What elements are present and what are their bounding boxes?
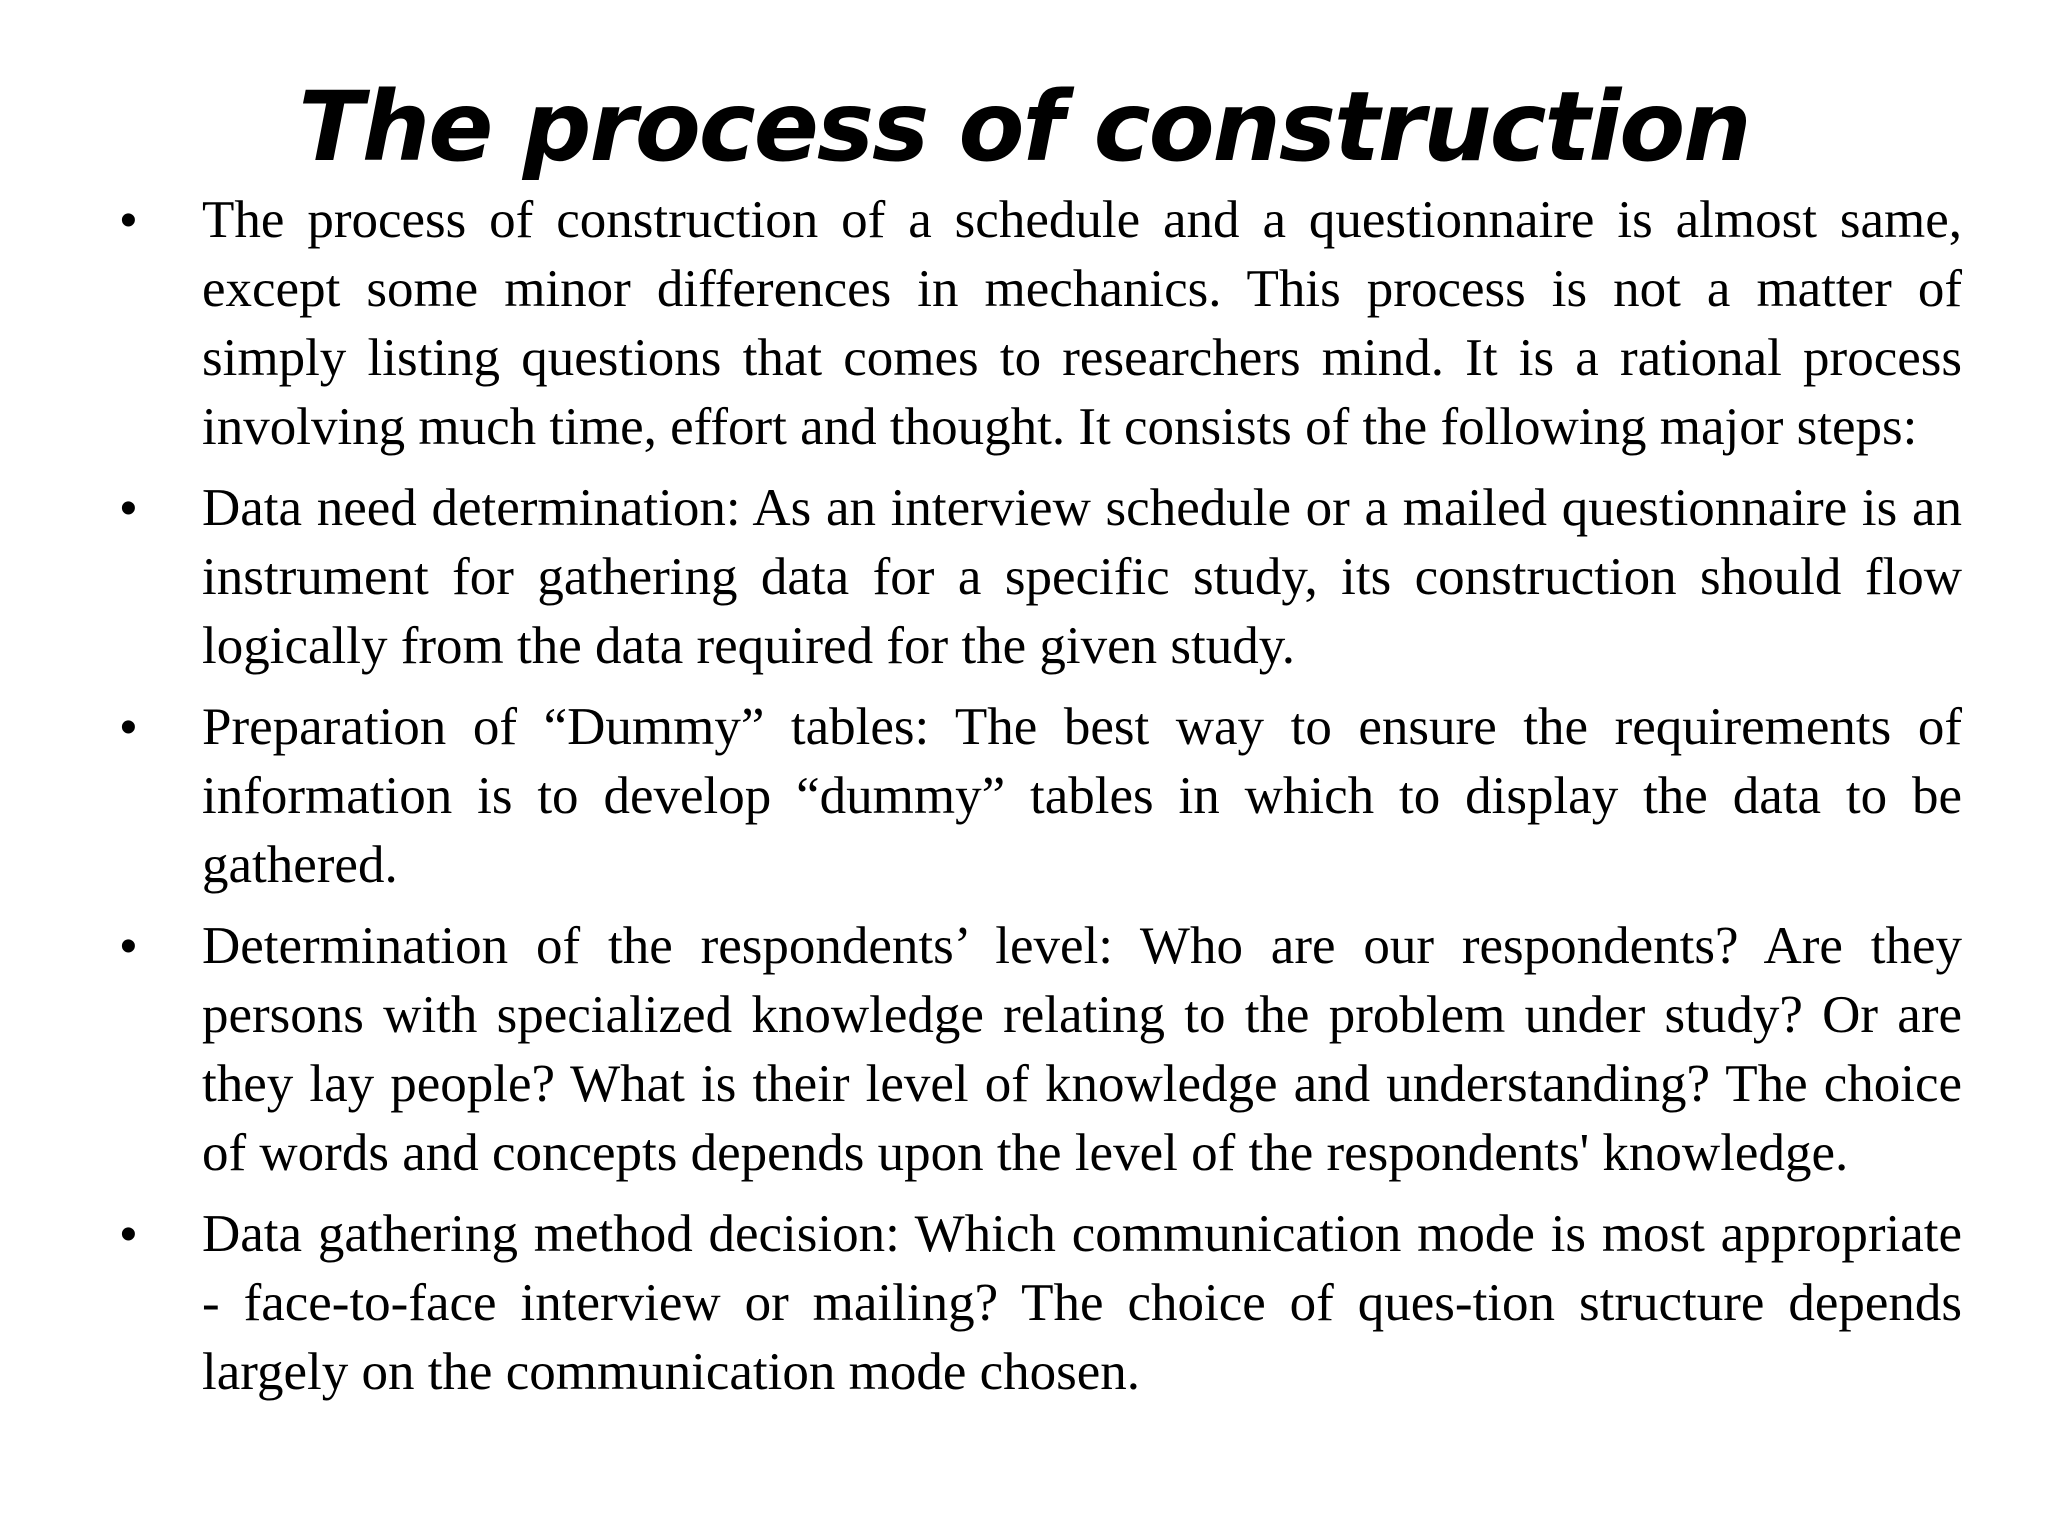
bullet-dot-icon: •: [120, 482, 137, 535]
bullet-text: Data need determination: As an interview schedule or a mailed questionnaire is an instrument for gathering data for a specific study, its construction should flow logically from the data required for the given study.: [202, 479, 1962, 675]
bullet-text: The process of construction of a schedule and a questionnaire is almost same, except some minor differences in mechanics. This process is not a matter of simply listing questions that comes to researchers mind. It is a rational process involving much time, effort and thought. It consists of the following major steps:: [202, 191, 1962, 456]
slide-title: The process of construction: [298, 71, 1750, 183]
bullet-dot-icon: •: [120, 920, 137, 973]
bullet-dot-icon: •: [120, 1208, 137, 1261]
bullet-dot-icon: •: [120, 701, 137, 754]
bullet-text: Preparation of “Dummy” tables: The best way to ensure the requirements of information is to develop “dummy” tables in which to display the data to be gathered.: [202, 698, 1962, 894]
bullet-list: [120, 186, 1962, 1419]
bullet-dot-icon: •: [120, 194, 137, 247]
bullet-text: Determination of the respondents’ level: Who are our respondents? Are they persons with specialized knowledge relating to the problem under study? Or are they lay people? What is their level of knowledge and understanding? The choice of words and concepts depends upon the level of the respondents' knowledge.: [202, 917, 1962, 1182]
bullet-item-5: [120, 1200, 1962, 1407]
bullet-item-3: [120, 693, 1962, 900]
bullet-item-1: [120, 186, 1962, 462]
bullet-item-2: [120, 474, 1962, 681]
bullet-text: Data gathering method decision: Which communication mode is most appropriate - face-to-face interview or mailing? The choice of ques-tion structure depends largely on the communication mode chosen.: [202, 1205, 1962, 1401]
bullet-item-4: [120, 912, 1962, 1188]
